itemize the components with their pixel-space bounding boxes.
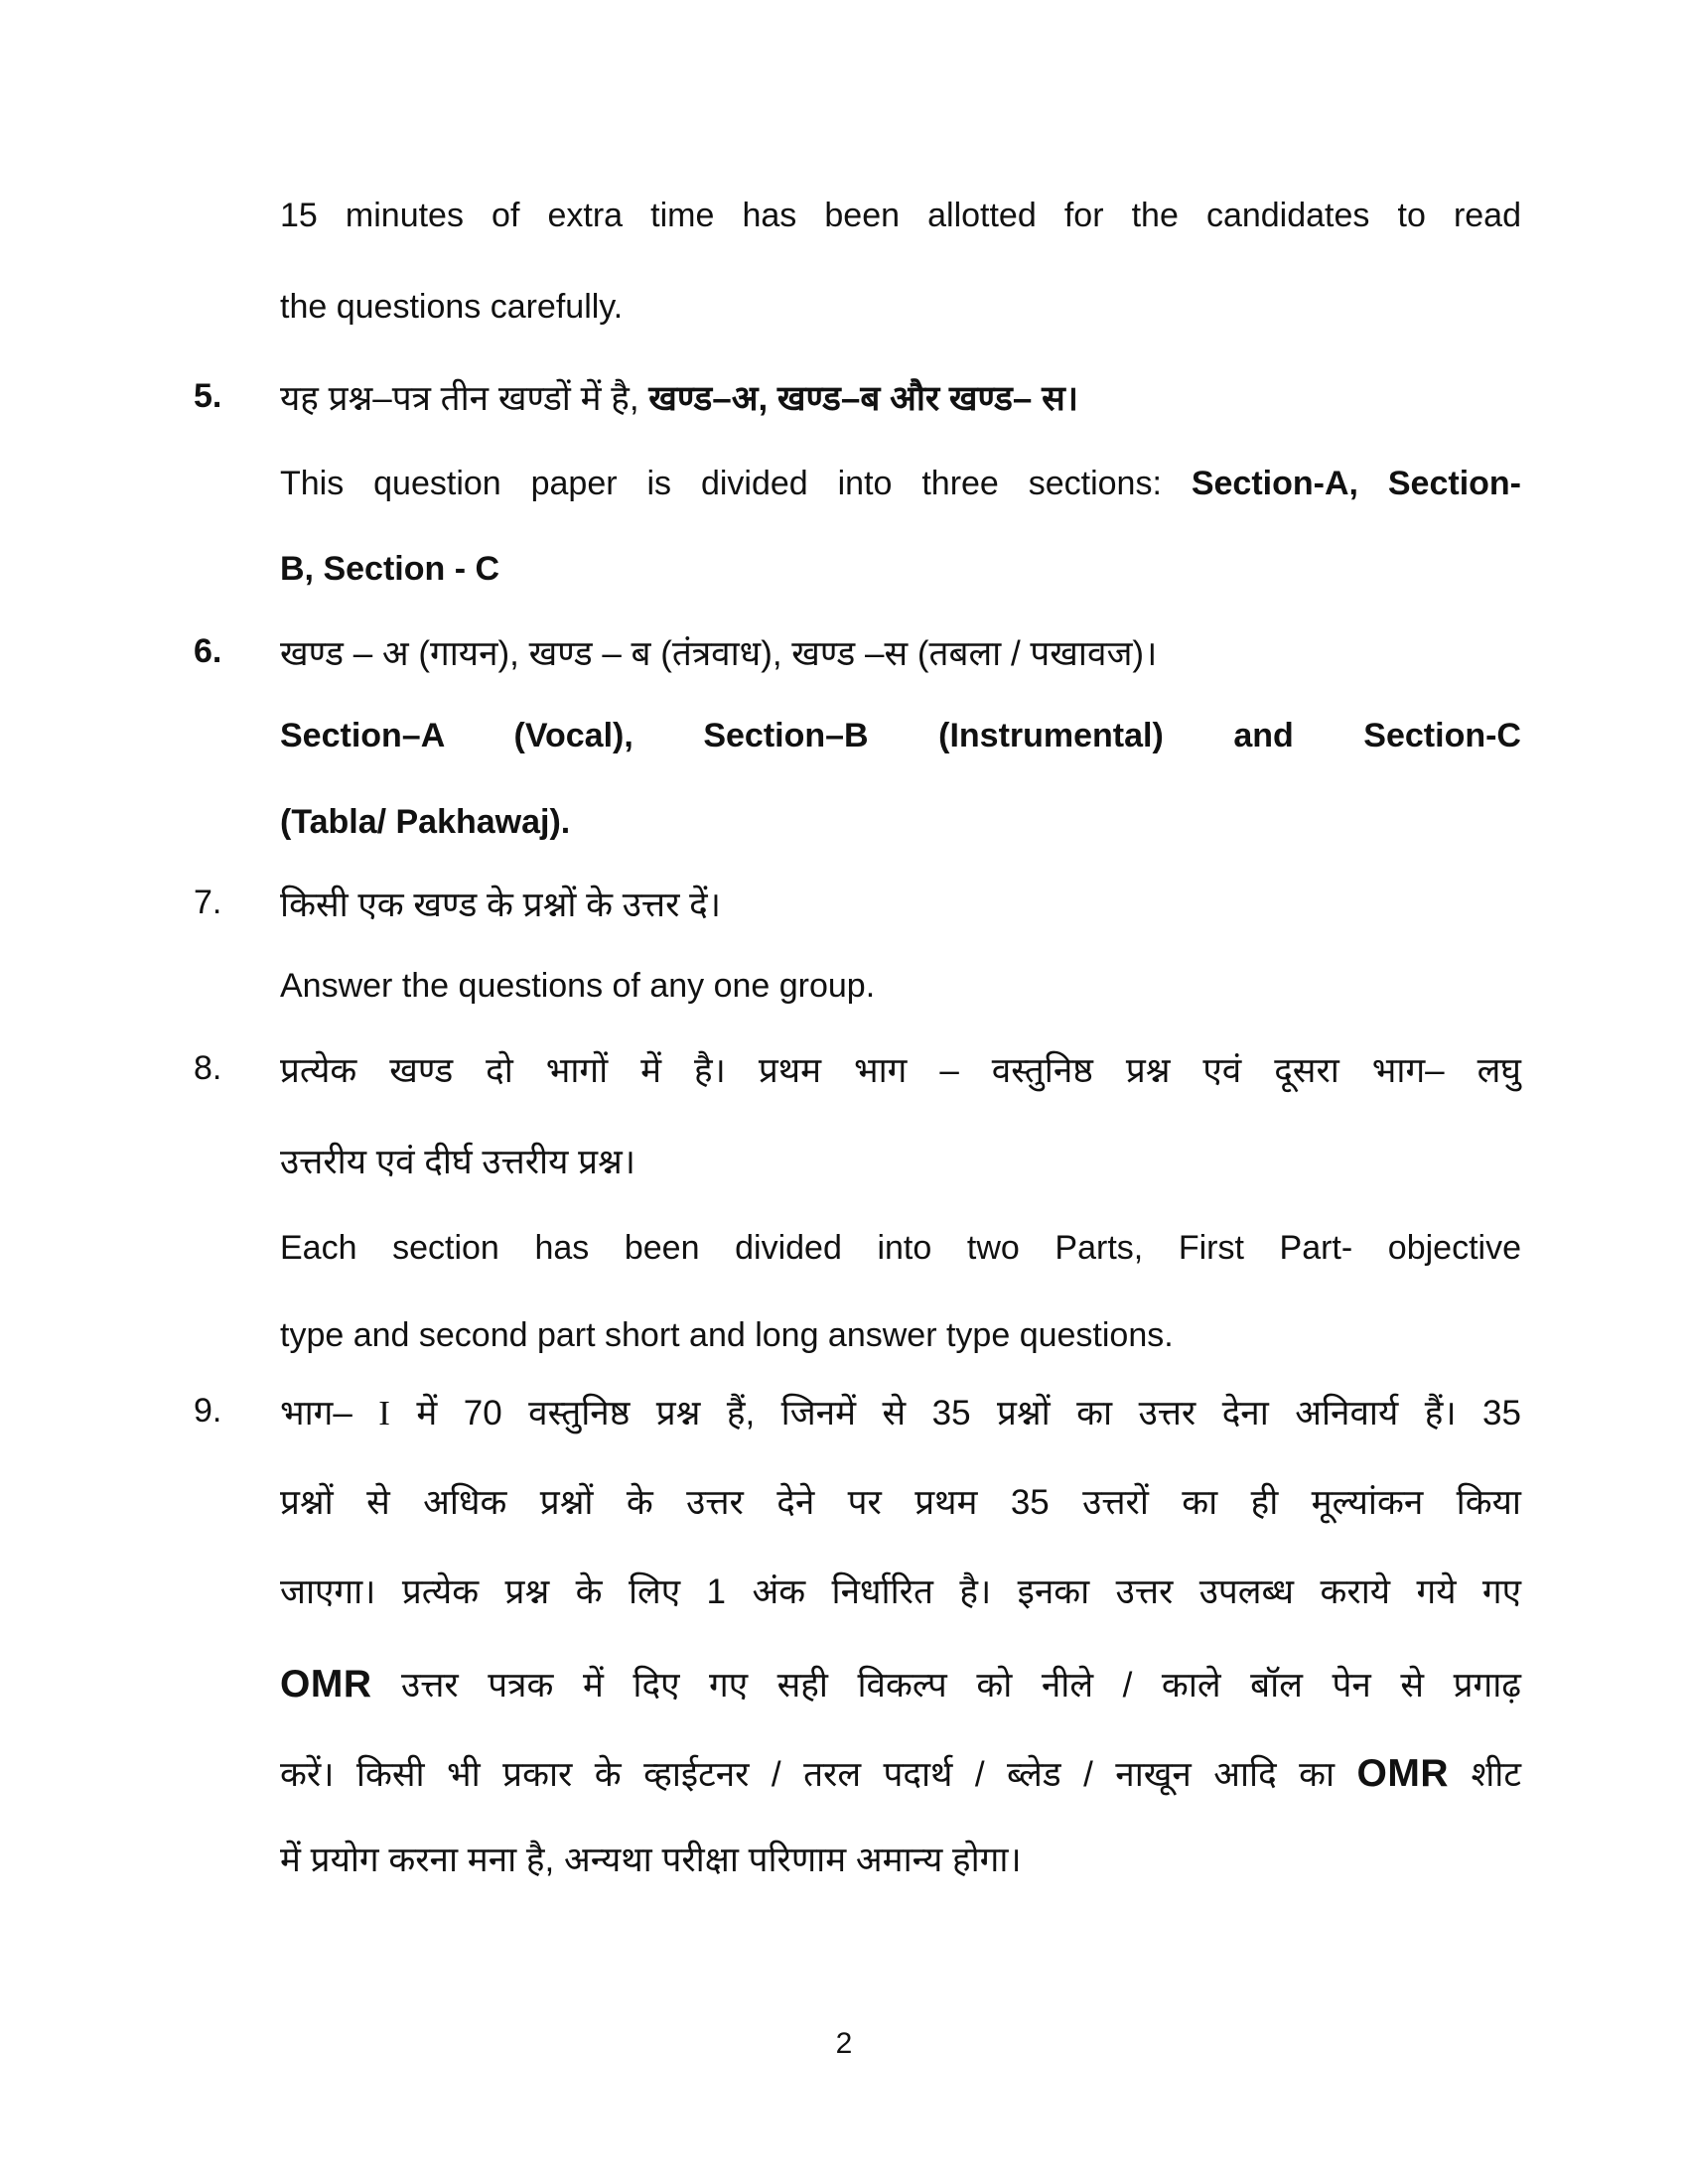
instruction-7-english: Answer the questions of any one group. (280, 967, 876, 1005)
instruction-8-hindi-line-2: उत्तरीय एवं दीर्घ उत्तरीय प्रश्न। (280, 1143, 636, 1181)
instruction-8-hindi-line-1: प्रत्येक खण्ड दो भागों में है। प्रथम भाग – वस्तुनिष्ठ प्रश्न एवं दूसरा भाग– लघु (280, 1051, 1521, 1090)
instruction-7-hindi: किसी एक खण्ड के प्रश्नों के उत्तर दें। (280, 886, 721, 924)
page-number: 2 (835, 2027, 853, 2060)
instruction-9-hindi-line-5 (280, 1745, 1521, 1804)
instruction-8-english-line-2: type and second part short and long answer type questions. (280, 1316, 1174, 1354)
instruction-9-hindi-line-4 (280, 1656, 1521, 1714)
intro-english-line-2: the questions carefully. (280, 288, 624, 326)
instruction-8-number: 8. (194, 1049, 222, 1087)
instruction-9-roman-numeral: I (378, 1394, 390, 1433)
instruction-9-line-1-pre: भाग– (280, 1394, 379, 1433)
instruction-5-hindi (280, 373, 1521, 426)
instruction-5-english-bold: Section-A, Section- (1191, 465, 1522, 502)
instruction-8-english-line-1: Each section has been divided into two Parts, First Part- objective (280, 1229, 1521, 1267)
instruction-9-hindi-line-3: जाएगा। प्रत्येक प्रश्न के लिए 1 अंक निर्धारित है। इनका उत्तर उपलब्ध कराये गये गए (280, 1572, 1521, 1611)
instruction-6-english-line-1: Section–A (Vocal), Section–B (Instrumental) and Section-C (280, 717, 1521, 754)
instruction-9-line-4-post: उत्तर पत्रक में दिए गए सही विकल्प को नीले / काले बॉल पेन से प्रगाढ़ (371, 1666, 1521, 1705)
instruction-5-english-line-1 (280, 459, 1521, 509)
intro-english-line-1: 15 minutes of extra time has been allotted for the candidates to read (280, 197, 1521, 234)
instruction-9-line-5-post: शीट (1449, 1755, 1522, 1794)
instruction-9-number: 9. (194, 1392, 222, 1430)
instruction-5-number: 5. (194, 377, 222, 415)
instruction-9-line-5-pre: करें। किसी भी प्रकार के व्हाईटनर / तरल पदार्थ / ब्लेड / नाखून आदि का (280, 1755, 1357, 1794)
instruction-5-english-regular: This question paper is divided into three sections: (280, 465, 1192, 502)
instruction-9-hindi-line-1 (280, 1388, 1521, 1440)
instruction-7-number: 7. (194, 884, 222, 921)
instruction-5-english-line-2: B, Section - C (280, 550, 500, 588)
instruction-6-english-line-2: (Tabla/ Pakhawaj). (280, 803, 571, 841)
instruction-9-hindi-line-6: में प्रयोग करना मना है, अन्यथा परीक्षा परिणाम अमान्य होगा। (280, 1841, 1022, 1879)
instruction-5-hindi-bold: खण्ड–अ, खण्ड–ब और खण्ड– स। (648, 379, 1079, 418)
instruction-9-hindi-line-2: प्रश्नों से अधिक प्रश्नों के उत्तर देने पर प्रथम 35 उत्तरों का ही मूल्यांकन किया (280, 1483, 1521, 1522)
instruction-9-omr-label-1: OMR (280, 1663, 372, 1706)
instruction-5-hindi-regular: यह प्रश्न–पत्र तीन खण्डों में है, (280, 379, 649, 418)
instruction-6-hindi: खण्ड – अ (गायन), खण्ड – ब (तंत्रवाध), खण्ड –स (तबला / पखावज)। (280, 634, 1158, 673)
instruction-9-line-1-post: में 70 वस्तुनिष्ठ प्रश्न हैं, जिनमें से 35 प्रश्नों का उत्तर देना अनिवार्य हैं। 35 (389, 1394, 1521, 1433)
instruction-9-omr-label-2: OMR (1356, 1752, 1450, 1795)
instruction-6-number: 6. (194, 632, 222, 670)
